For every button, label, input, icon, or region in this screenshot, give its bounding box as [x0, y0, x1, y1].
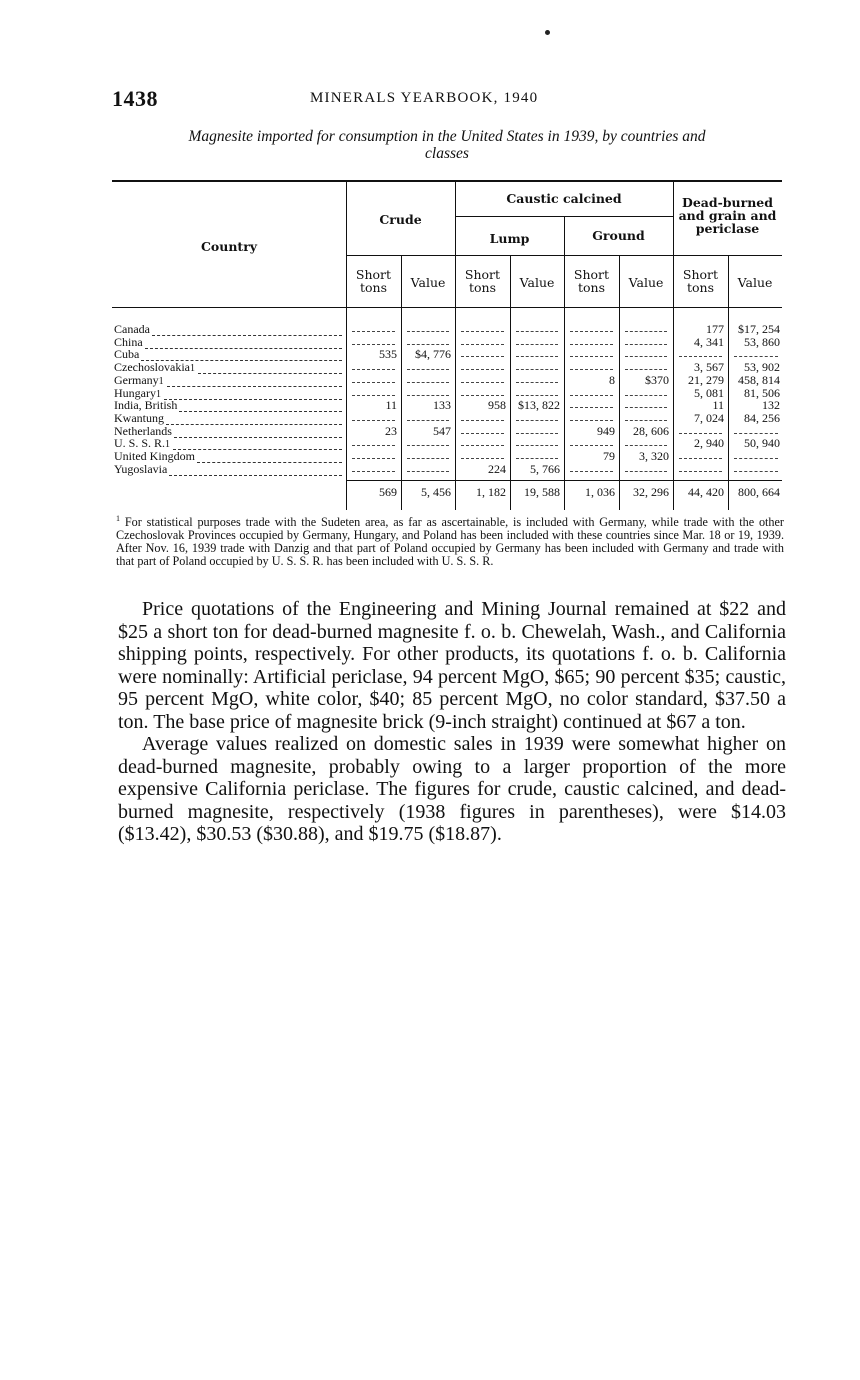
footnote-ref: 1	[156, 388, 161, 400]
empty-cell-rule	[352, 395, 395, 396]
totals-row	[112, 486, 782, 498]
country-name: Netherlands	[114, 423, 172, 438]
header-value: Value	[410, 275, 446, 290]
empty-cell-rule	[407, 395, 449, 396]
footnote-marker: 1	[116, 513, 120, 523]
country-name: U. S. S. R.	[114, 436, 166, 451]
header-value: Value	[737, 275, 773, 290]
empty-cell-rule	[625, 331, 667, 332]
header-bottom-rule	[112, 307, 782, 308]
country-name: Hungary	[114, 385, 156, 400]
dot-leader	[197, 450, 342, 463]
empty-cell-rule	[570, 420, 613, 421]
total-dead-tons: 44, 420	[688, 485, 724, 499]
table-row	[112, 437, 782, 449]
imports-table	[112, 180, 782, 510]
empty-cell-rule	[352, 420, 395, 421]
header-short-tons: Short tons	[464, 267, 501, 295]
dot-leader	[152, 323, 342, 336]
empty-cell-rule	[352, 382, 395, 383]
table-row	[112, 450, 782, 462]
empty-cell-rule	[461, 369, 504, 370]
dot-leader	[145, 336, 342, 349]
header-short-tons: Short tons	[573, 267, 610, 295]
cell-lump-t: 224	[488, 461, 506, 476]
empty-cell-rule	[570, 445, 613, 446]
cell-dead-v: $17, 254	[738, 322, 780, 336]
cell-ground-t: 79	[603, 449, 615, 463]
header-crude: Crude	[379, 212, 422, 227]
paragraph-average-values: Average values realized on domestic sales in 1939 were somewhat higher on dead-burned magnesite, probably owing to a larger proportion of the more expensive California periclase. The figures for crude, caustic calcined, and dead-burned magnesite, respectively (1938 figures in parentheses), were $14.03 ($13.42), $30.53 ($30.88), and $19.75 ($18.87).	[118, 733, 786, 845]
header-value: Value	[628, 275, 664, 290]
header-short-tons: Short tons	[682, 267, 719, 295]
empty-cell-rule	[516, 382, 558, 383]
table-row	[112, 425, 782, 437]
cell-crude-t: 535	[379, 347, 397, 362]
empty-cell-rule	[461, 433, 504, 434]
running-head	[112, 86, 782, 114]
table-footnote	[116, 513, 784, 568]
cell-ground-t: 8	[609, 372, 615, 387]
empty-cell-rule	[407, 331, 449, 332]
cell-dead-v: 132	[762, 398, 780, 413]
empty-cell-rule	[407, 445, 449, 446]
empty-cell-rule	[516, 369, 558, 370]
header-dead-burned: Dead-burned and grain and periclase	[678, 195, 777, 236]
empty-cell-rule	[625, 471, 667, 472]
country-name: India, British	[114, 398, 178, 413]
paragraph-price-quotations: Price quotations of the Engineering and Mining Journal remained at $22 and $25 a short ton for dead-burned magnesite f. o. b. Chewelah, Wash., and California shipping points, respectively. For other products, its quotations f. o. b. California were nominally: Artificial periclase, 94 percent MgO, $65; 90 percent $35; caustic, 95 percent MgO, white color, $40; 85 percent MgO, no color standard, $37.50 a ton. The base price of magnesite brick (9-inch straight) continued at $67 a ton.	[118, 598, 786, 733]
empty-cell-rule	[625, 369, 667, 370]
empty-cell-rule	[461, 344, 504, 345]
dot-leader	[169, 463, 342, 476]
cell-crude-t: 23	[385, 423, 397, 438]
empty-cell-rule	[679, 356, 722, 357]
ink-dot	[545, 30, 550, 35]
cell-dead-t: 3, 567	[694, 360, 724, 375]
cell-ground-v: 28, 606	[633, 423, 669, 438]
cell-lump-t: 958	[488, 398, 506, 413]
country-name: Cuba	[114, 347, 140, 362]
journal-title: MINERALS YEARBOOK, 1940	[310, 90, 539, 106]
empty-cell-rule	[352, 458, 395, 459]
body-text	[118, 598, 786, 846]
empty-cell-rule	[625, 356, 667, 357]
footnote-ref: 1	[189, 363, 195, 375]
empty-cell-rule	[516, 395, 558, 396]
dot-leader	[198, 361, 342, 374]
dot-leader	[164, 387, 342, 400]
empty-cell-rule	[734, 471, 778, 472]
table-title	[112, 128, 782, 162]
empty-cell-rule	[516, 445, 558, 446]
empty-cell-rule	[570, 407, 613, 408]
empty-cell-rule	[461, 445, 504, 446]
country-name: Kwantung	[114, 410, 164, 425]
empty-cell-rule	[570, 344, 613, 345]
empty-cell-rule	[461, 420, 504, 421]
empty-cell-rule	[570, 369, 613, 370]
cell-dead-v: 84, 256	[744, 410, 780, 425]
empty-cell-rule	[625, 344, 667, 345]
table-row	[112, 399, 782, 411]
empty-cell-rule	[407, 369, 449, 370]
cell-dead-t: 2, 940	[694, 436, 724, 451]
empty-cell-rule	[516, 433, 558, 434]
empty-cell-rule	[461, 382, 504, 383]
empty-cell-rule	[407, 458, 449, 459]
dot-leader	[173, 437, 342, 450]
country-name: Germany	[114, 372, 159, 387]
empty-cell-rule	[734, 356, 778, 357]
cell-dead-t: 7, 024	[694, 410, 724, 425]
cell-lump-v: 5, 766	[530, 461, 560, 476]
cell-dead-t: 177	[706, 322, 724, 336]
country-name: United Kingdom	[114, 449, 195, 463]
empty-cell-rule	[570, 331, 613, 332]
empty-cell-rule	[625, 445, 667, 446]
empty-cell-rule	[352, 369, 395, 370]
empty-cell-rule	[679, 471, 722, 472]
table-top-rule	[112, 180, 782, 182]
dot-leader	[179, 399, 342, 412]
empty-cell-rule	[352, 331, 395, 332]
country-name: Czechoslovakia	[114, 360, 190, 375]
country-name: Canada	[114, 322, 150, 336]
empty-cell-rule	[625, 407, 667, 408]
footnote-ref: 1	[165, 439, 171, 451]
table-row	[112, 387, 782, 399]
empty-cell-rule	[352, 344, 395, 345]
table-row	[112, 348, 782, 360]
empty-cell-rule	[352, 471, 395, 472]
cell-crude-v: 547	[433, 423, 451, 438]
empty-cell-rule	[570, 471, 613, 472]
cell-dead-v: 53, 902	[744, 360, 780, 375]
empty-cell-rule	[407, 420, 449, 421]
country-name: Yugoslavia	[114, 461, 168, 476]
empty-cell-rule	[516, 420, 558, 421]
cell-dead-v: 81, 506	[744, 385, 780, 400]
cell-ground-v: $370	[645, 372, 669, 387]
empty-cell-rule	[625, 420, 667, 421]
total-dead-value: 800, 664	[738, 485, 780, 499]
dot-leader	[174, 425, 342, 438]
empty-cell-rule	[570, 395, 613, 396]
empty-cell-rule	[352, 445, 395, 446]
dot-leader	[167, 374, 342, 387]
empty-cell-rule	[679, 433, 722, 434]
table-row	[112, 336, 782, 348]
cell-ground-v: 3, 320	[639, 449, 669, 463]
total-ground-value: 32, 296	[633, 485, 669, 499]
empty-cell-rule	[407, 344, 449, 345]
table-row	[112, 323, 782, 335]
cell-ground-t: 949	[597, 423, 615, 438]
total-crude-value: 5, 456	[421, 485, 451, 499]
header-value: Value	[519, 275, 555, 290]
cell-dead-t: 5, 081	[694, 385, 724, 400]
empty-cell-rule	[461, 331, 504, 332]
empty-cell-rule	[516, 458, 558, 459]
cell-dead-v: 458, 814	[738, 372, 780, 387]
dot-leader	[166, 412, 342, 425]
page-number: 1438	[112, 86, 158, 111]
header-lump: Lump	[489, 231, 530, 246]
cell-lump-v: $13, 822	[518, 398, 560, 413]
cell-crude-v: $4, 776	[415, 347, 451, 362]
table-title-line1: Magnesite imported for consumption in the United States in 1939, by countries and	[188, 128, 706, 145]
cell-dead-v: 53, 860	[744, 334, 780, 349]
total-lump-value: 19, 588	[524, 485, 560, 499]
cell-crude-t: 11	[385, 398, 397, 413]
header-short-tons: Short tons	[355, 267, 392, 295]
header-caustic-calcined: Caustic calcined	[506, 191, 622, 206]
empty-cell-rule	[516, 331, 558, 332]
cell-crude-v: 133	[433, 398, 451, 413]
header-country: Country	[200, 239, 258, 254]
country-name: China	[114, 334, 143, 349]
empty-cell-rule	[570, 356, 613, 357]
cell-dead-t: 11	[712, 398, 724, 413]
table-row	[112, 463, 782, 475]
empty-cell-rule	[407, 382, 449, 383]
cell-dead-v: 50, 940	[744, 436, 780, 451]
empty-cell-rule	[734, 433, 778, 434]
empty-cell-rule	[461, 458, 504, 459]
empty-cell-rule	[407, 471, 449, 472]
table-title-line2: classes	[425, 145, 469, 162]
empty-cell-rule	[516, 344, 558, 345]
empty-cell-rule	[461, 395, 504, 396]
header-ground: Ground	[592, 228, 645, 243]
total-ground-tons: 1, 036	[585, 485, 615, 499]
table-row	[112, 374, 782, 386]
total-lump-tons: 1, 182	[476, 485, 506, 499]
footnote-ref: 1	[158, 375, 164, 387]
table-row	[112, 361, 782, 373]
footnote-text: For statistical purposes trade with the Sudeten area, as far as ascertainable, is included with Germany, while trade with the other Czechoslovak Provinces occupied by Germany, Hungary, and Poland has been included with these countries since Mar. 18 or 19, 1939. After Nov. 16, 1939 trade with Danzig and that part of Poland occupied by Germany has been included with Germany and trade with that part of Poland occupied by U. S. S. R. has been included with U. S. S. R.	[116, 515, 784, 568]
cell-dead-t: 4, 341	[694, 334, 724, 349]
empty-cell-rule	[461, 356, 504, 357]
cell-dead-t: 21, 279	[688, 372, 724, 387]
empty-cell-rule	[516, 356, 558, 357]
table-row	[112, 412, 782, 424]
empty-cell-rule	[625, 395, 667, 396]
empty-cell-rule	[679, 458, 722, 459]
empty-cell-rule	[734, 458, 778, 459]
total-crude-tons: 569	[379, 485, 397, 499]
